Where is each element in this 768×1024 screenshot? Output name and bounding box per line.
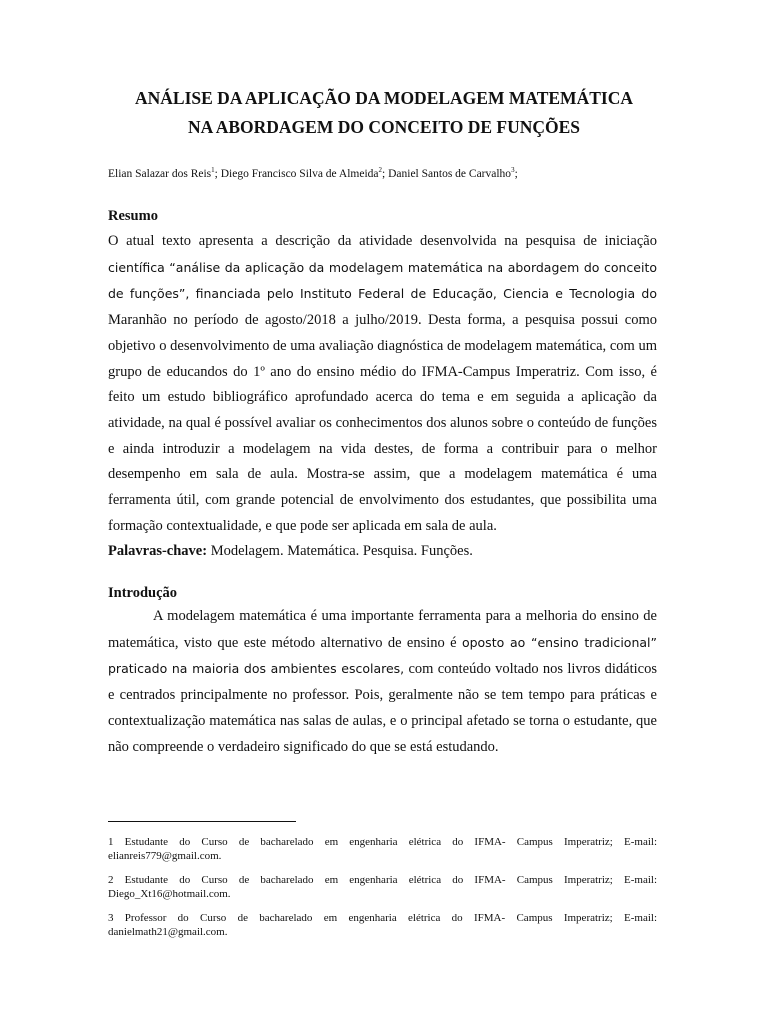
footnote-1: 1 Estudante do Curso de bacharelado em engenharia elétrica do IFMA- Campus Imperatriz; E-mail: elianreis779@gmail.com.: [108, 836, 657, 862]
author-1-footnote-ref: 1: [211, 166, 215, 175]
author-separator: ;: [382, 168, 389, 180]
abstract-text-1: O atual texto apresenta a descrição da atividade desenvolvida na pesquisa de iniciação: [108, 233, 657, 249]
author-list-end: ;: [514, 168, 518, 180]
author-separator: ;: [214, 168, 221, 180]
introduction-heading: Introdução: [108, 585, 178, 601]
author-list: [108, 166, 668, 182]
footnote-2: 2 Estudante do Curso de bacharelado em engenharia elétrica do IFMA- Campus Imperatriz; E-mail: Diego_Xt16@hotmail.com.: [108, 874, 657, 900]
abstract-heading: Resumo: [108, 208, 158, 224]
title-line-2: NA ABORDAGEM DO CONCEITO DE FUNÇÕES: [187, 117, 580, 137]
author-3: Daniel Santos de Carvalho: [388, 168, 512, 180]
title-line-1: ANÁLISE DA APLICAÇÃO DA MODELAGEM MATEMÁTICA: [135, 88, 633, 108]
keywords-text: Modelagem. Matemática. Pesquisa. Funções.: [207, 543, 473, 560]
author-2-footnote-ref: 2: [378, 166, 383, 175]
author-3-footnote-ref: 3: [511, 166, 515, 175]
keywords-label: Palavras-chave:: [108, 543, 208, 560]
intro-text-3: com conteúdo voltado nos livros didáticos e centrados principalmente no professor. Pois, geralmente não se tem tempo para práticas e contextualização matemática nas salas de aulas, e o principal afetado se torna o estudante, que não compreende o verdadeiro significado do que se está estudando.: [108, 661, 657, 755]
abstract-text-2: científica “análise da aplicação da modelagem matemática na abordagem do conceito de funções”, financiada pelo Instituto Federal de Educação, Ciencia e Tecnologia do: [108, 259, 657, 302]
abstract-text-3: Maranhão no período de agosto/2018 a julho/2019. Desta forma, a pesquisa possui como objetivo o desenvolvimento de uma avaliação diagnóstica de modelagem matemática, com um grupo de educandos do 1º ano do ensino médio do IFMA-Campus Imperatriz. Com isso, é feito um estudo bibliográfico aprofundado acerca do tema e em seguida a aplicação da atividade, na qual é possível avaliar os conhecimentos dos alunos sobre o conteúdo de funções e ainda introduzir a modelagem na vida destes, de forma a contribuir para o melhor desempenho em sala de aula. Mostra-se assim, que a modelagem matemática é uma ferramenta útil, com grande potencial de envolvimento dos estudantes, que possibilita uma formação contextualidade, e que pode ser aplicada em sala de aula.: [108, 312, 657, 534]
abstract-body: [108, 229, 657, 565]
author-2: Diego Francisco Silva de Almeida: [220, 168, 379, 180]
introduction-body: [108, 604, 657, 760]
intro-text-1: A modelagem matemática é uma importante ferramenta para a melhoria do ensino de matemática, visto que este método alternativo de ensino é: [108, 608, 657, 651]
author-1: Elian Salazar dos Reis: [108, 168, 212, 180]
footnote-3: 3 Professor do Curso de bacharelado em engenharia elétrica do IFMA- Campus Imperatriz; E-mail: danielmath21@gmail.com.: [108, 912, 657, 938]
footnote-divider: [108, 821, 296, 822]
intro-text-2: oposto ao “ensino tradicional” praticado na maioria dos ambientes escolares,: [108, 634, 657, 677]
paper-title: [100, 84, 668, 142]
